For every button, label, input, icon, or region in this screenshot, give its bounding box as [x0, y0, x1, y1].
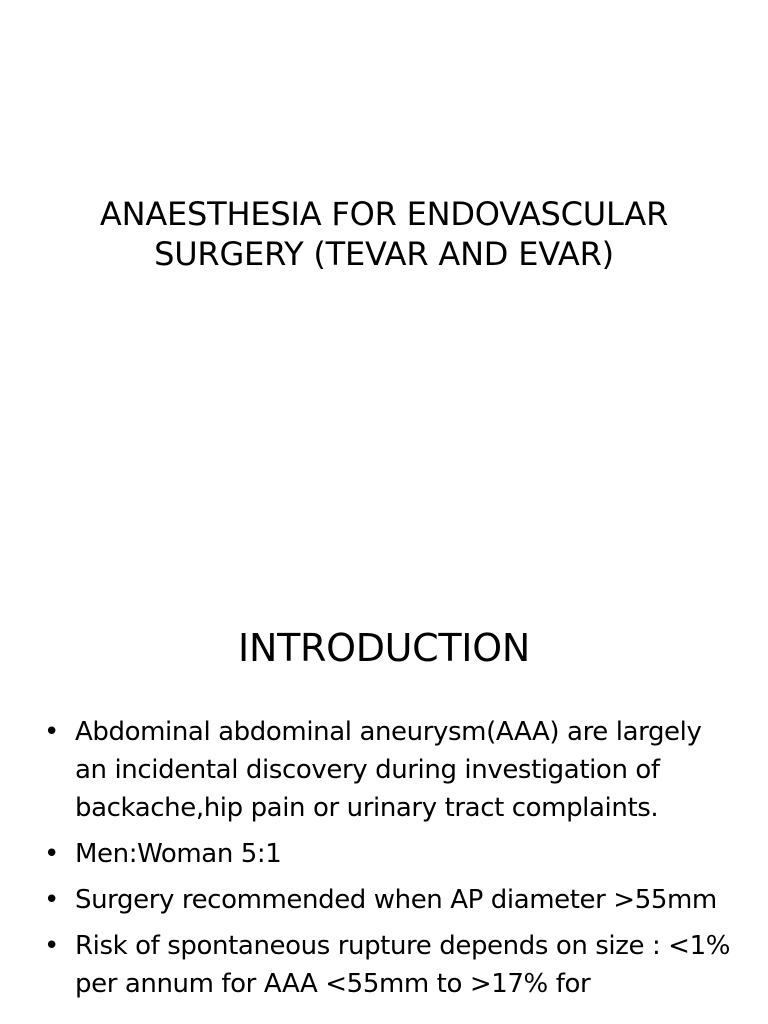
introduction-heading: INTRODUCTION — [238, 626, 530, 670]
title-line-2: SURGERY (TEVAR AND EVAR) — [154, 235, 614, 273]
bullet-item — [44, 835, 734, 873]
bullet-item — [44, 927, 734, 1003]
bullet-text: Surgery recommended when AP diameter >55mm — [75, 885, 717, 915]
bullet-item — [44, 713, 734, 827]
bullet-text: Abdominal abdominal aneurysm(AAA) are largely an incidental discovery during investigation of backache,hip pain or urinary tract complaints. — [75, 717, 702, 823]
presentation-title — [0, 194, 768, 274]
bullet-point-icon: • — [44, 931, 59, 961]
bullet-item — [44, 881, 734, 919]
bullet-text: Risk of spontaneous rupture depends on size : <1% per annum for AAA <55mm to >17% for — [75, 931, 731, 999]
title-line-1: ANAESTHESIA FOR ENDOVASCULAR — [99, 195, 669, 233]
introduction-slide — [0, 576, 768, 1024]
bullet-point-icon: • — [44, 885, 59, 915]
bullet-list — [44, 713, 734, 1011]
bullet-text: Men:Woman 5:1 — [75, 839, 282, 869]
bullet-point-icon: • — [44, 839, 59, 869]
bullet-point-icon: • — [44, 717, 59, 747]
